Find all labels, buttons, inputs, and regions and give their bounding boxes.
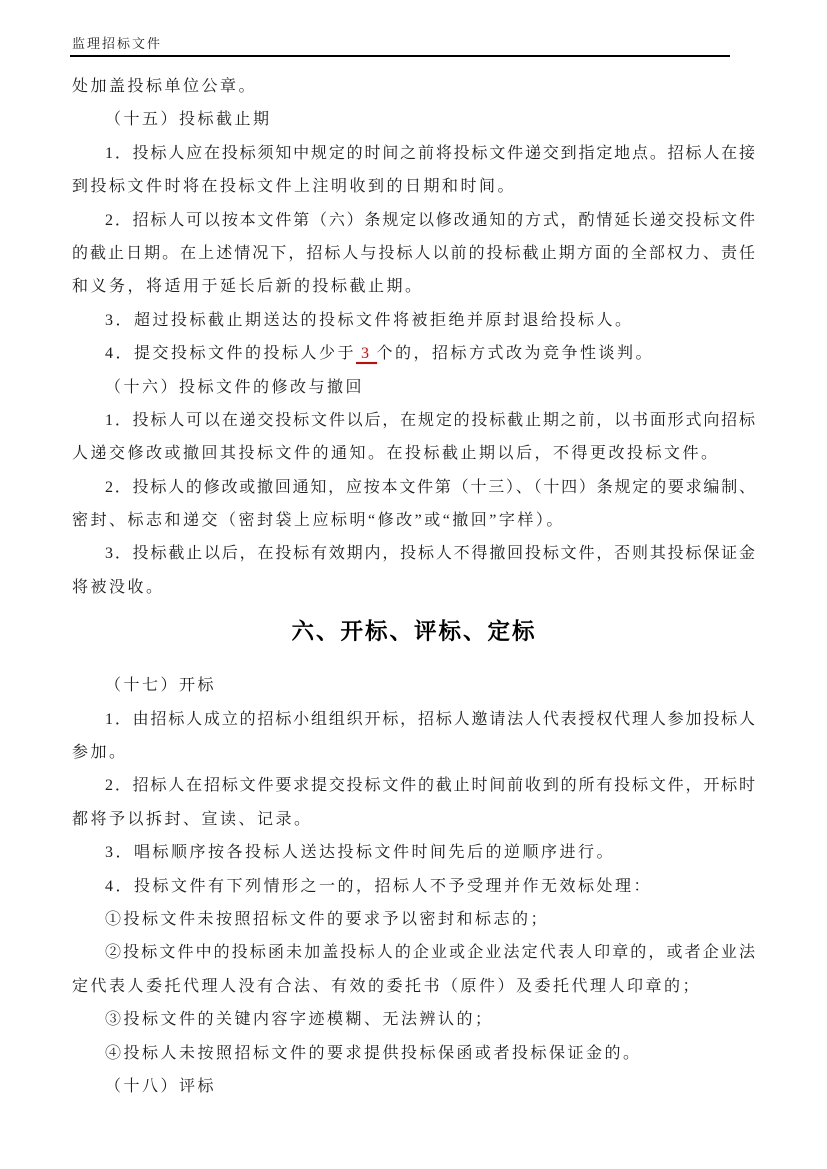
text-line: 3．唱标顺序按各投标人送达投标文件时间先后的逆顺序进行。 xyxy=(105,844,616,862)
text-line: ②投标文件中的投标函未加盖投标人的企业或企业法定代表人印章的，或者企业法 xyxy=(105,944,756,962)
header-rule xyxy=(70,55,730,57)
text-line: （十七）开标 xyxy=(105,677,217,695)
text-line: 1．投标人可以在递交投标文件以后，在规定的投标截止期之前，以书面形式向招标 xyxy=(105,411,756,429)
text-line: 的截止日期。在上述情况下，招标人与投标人以前的投标截止期方面的全部权力、责任 xyxy=(72,244,756,262)
text-line: （十八）评标 xyxy=(105,1077,217,1095)
text-line: 3．超过投标截止期送达的投标文件将被拒绝并原封退给投标人。 xyxy=(105,311,634,329)
text-line: 2．招标人可以按本文件第（六）条规定以修改通知的方式，酌情延长递交投标文件 xyxy=(105,211,756,229)
text-line: 2．招标人在招标文件要求提交投标文件的截止时间前收到的所有投标文件，开标时 xyxy=(105,777,756,795)
text-line: 4．投标文件有下列情形之一的，招标人不予受理并作无效标处理： xyxy=(105,877,653,895)
page-header-title: 监理招标文件 xyxy=(72,36,163,51)
text-line: （十六）投标文件的修改与撤回 xyxy=(105,378,365,396)
text-line: 1．由招标人成立的招标小组组织开标，招标人邀请法人代表授权代理人参加投标人 xyxy=(105,710,756,728)
text-line xyxy=(72,337,756,370)
section-heading: 六、开标、评标、定标 xyxy=(291,619,537,645)
text-line: ④投标人未按照招标文件的要求提供投标保函或者投标保证金的。 xyxy=(105,1044,642,1062)
text-line: 人递交修改或撤回其投标文件的通知。在投标截止期以后，不得更改投标文件。 xyxy=(72,445,720,463)
document-body xyxy=(72,70,756,1103)
filled-blank-value: 3 xyxy=(356,345,377,364)
text-line: 都将予以拆封、宣读、记录。 xyxy=(72,810,313,828)
text-line: 1．投标人应在投标须知中规定的时间之前将投标文件递交到指定地点。招标人在接 xyxy=(105,144,756,162)
text-segment: 个的，招标方式改为竞争性谈判。 xyxy=(376,345,655,363)
text-line: 到投标文件时将在投标文件上注明收到的日期和时间。 xyxy=(72,178,517,196)
text-line: ③投标文件的关键内容字迹模糊、无法辨认的； xyxy=(105,1011,494,1029)
text-line: 3．投标截止以后，在投标有效期内，投标人不得撤回投标文件，否则其投标保证金 xyxy=(105,545,756,563)
text-line: 和义务，将适用于延长后新的投标截止期。 xyxy=(72,278,424,296)
text-line: 2．投标人的修改或撤回通知，应按本文件第（十三）、（十四）条规定的要求编制、 xyxy=(105,478,756,496)
text-segment: 4．提交投标文件的投标人少于 xyxy=(105,345,357,363)
text-line: 处加盖投标单位公章。 xyxy=(72,78,258,95)
text-line: 将被没收。 xyxy=(72,578,165,596)
text-line: （十五）投标截止期 xyxy=(105,111,272,129)
text-line: ①投标文件未按照招标文件的要求予以密封和标志的； xyxy=(105,910,550,928)
text-line: 密封、标志和递交（密封袋上应标明“修改”或“撤回”字样）。 xyxy=(72,512,565,530)
text-line: 参加。 xyxy=(72,744,128,762)
text-line: 定代表人委托代理人没有合法、有效的委托书（原件）及委托代理人印章的； xyxy=(72,977,702,995)
